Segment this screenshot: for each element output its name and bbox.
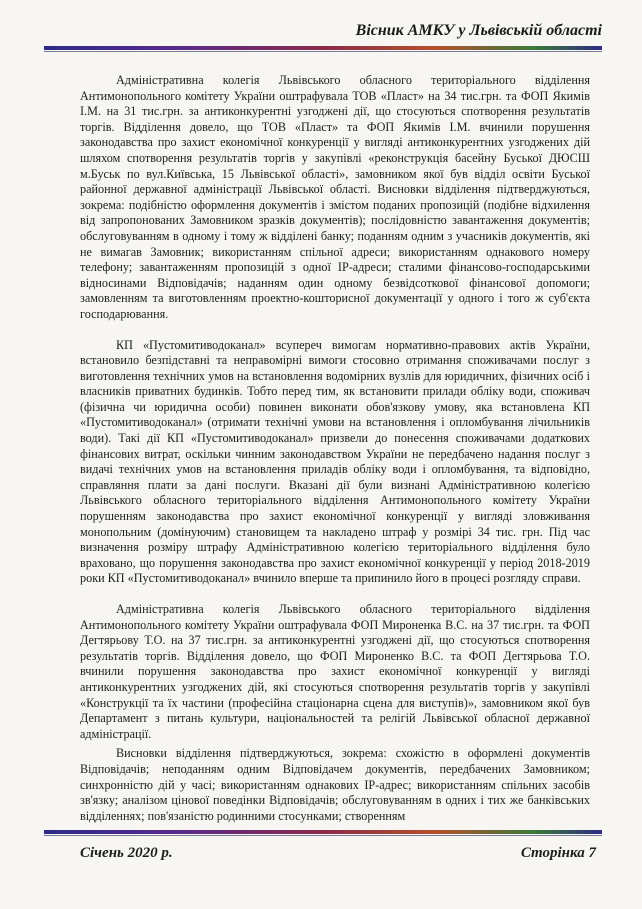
article-body (80, 73, 590, 824)
page-number: Сторінка 7 (520, 845, 596, 861)
paragraph-myronenko-fine: Адміністративна колегія Львівського обласного територіального відділення Антимонопольного комітету України оштрафувала ФОП Мироненка В.С. на 37 тис.грн. та ФОП Дегтярьову Т.О. на 37 тис.грн. за антиконкурентні узгоджені дії, що стосуються спотворення результатів торгів. Відділення довело, що ФОП Мироненко В.С. та ФОП Дегтярьова Т.О. вчинили порушення законодавства про захист економічної конкуренції у вигляді антиконкурентних узгоджених дій, які стосуються спотворення результатів торгів у закупівлі «Конструкції та їх частини (професійна стаціонарна сцена для виступів)», замовником якої був Департамент з питань культури, національностей та релігій Львівської обласної державної адміністрації. (80, 602, 590, 741)
paragraph-conclusions: Висновки відділення підтверджуються, зокрема: схожістю в оформлені документів Відповідачів; неподанням одним Відповідачем документів, передбачених Замовником; синхронністю дій у часі; використанням однакових IP-адрес; використанням спільних засобів зв'язку; аналізом цінової поведінки Відповідачів; обслуговуванням в одних і тих же банківських відділеннях; пов'язаністю родинними стосунками; створенням (80, 746, 590, 823)
paragraph-vodokanal: КП «Пустомитиводоканал» всупереч вимогам нормативно-правових актів України, встановило безпідставні та неправомірні вимоги стосовно отримання споживачами послуг з виготовлення технічних умов на встановлення водомірних вузлів для юридичних, фізичних осіб і власників приватних будинків. Тобто перед тим, як встановити прилади обліку води, споживач (фізична чи юридична особи) повинен виконати обов'язкову умову, яка встановлена КП «Пустомитиводоканал» (отримати технічні умови на встановлення і опломбування лічильників води). Такі дії КП «Пустомитиводоканал» призвели до понесення споживачами додаткових фінансових витрат, оскільки чинним законодавством України не передбачено надання послуг з видачі технічних умов на встановлення приладів обліку води і опломбування, та відповідно, справляння плати за дані послуги. Вказані дії були визнані Адміністративною колегією Львівського обласного територіального відділення Антимонопольного комітету України порушенням законодавства про захист економічної конкуренції у вигляді зловживання монопольним (домінуючим) становищем та накладено штраф у розмірі 34 тис. грн. Під час визначення розміру штрафу Адміністративною колегією територіального відділення було враховано, що порушення законодавства про захист економічної конкуренції у період 2018-2019 роки КП «Пустомитиводоканал» вчинило вперше та припинило його в процесі розгляду справи. (80, 337, 590, 586)
paragraph-plast-fine: Адміністративна колегія Львівського обласного територіального відділення Антимонопольного комітету України оштрафувала ТОВ «Пласт» на 34 тис.грн. та ФОП Якимів І.М. на 31 тис.грн. за антиконкурентні узгоджені дії, що стосуються спотворення результатів торгів. Відділення довело, що ТОВ «Пласт» та ФОП Якимів І.М. вчинили порушення законодавства про захист економічної конкуренції у вигляді антиконкурентних узгоджених дій шляхом спотворення результатів торгів у закупівлі «реконструкція басейну Буської ДЮСШ м.Буськ по вул.Київська, 15 Львівської області», замовником якої був відділ освіти Буської районної державної адміністрації Львівської області. Висновки відділення підтверджуються, зокрема: подібністю оформлення документів і змістом поданих пропозицій (подібне відхилення від запропонованих Замовником зразків документів); послідовністю завантаження документів; обслуговуванням в одному і тому ж відділені банку; поданням одним з учасників документів, які не вимагав Замовник; використанням спільної адреси; використанням однакового номеру телефону; завантаженням пропозицій з одної IP-адреси; сталими фінансово-господарськими відносинами Відповідачів; наданням один одному безвідсоткової фінансової допомоги; замовленням та виготовленням проектно-кошторисної документації у одного і того ж суб'єкта господарювання. (80, 73, 590, 321)
bulletin-title: Вісник АМКУ у Львівській області (355, 22, 602, 39)
footer-divider (44, 830, 602, 834)
header-divider (44, 46, 602, 50)
issue-date: Січень 2020 р. (80, 845, 173, 861)
